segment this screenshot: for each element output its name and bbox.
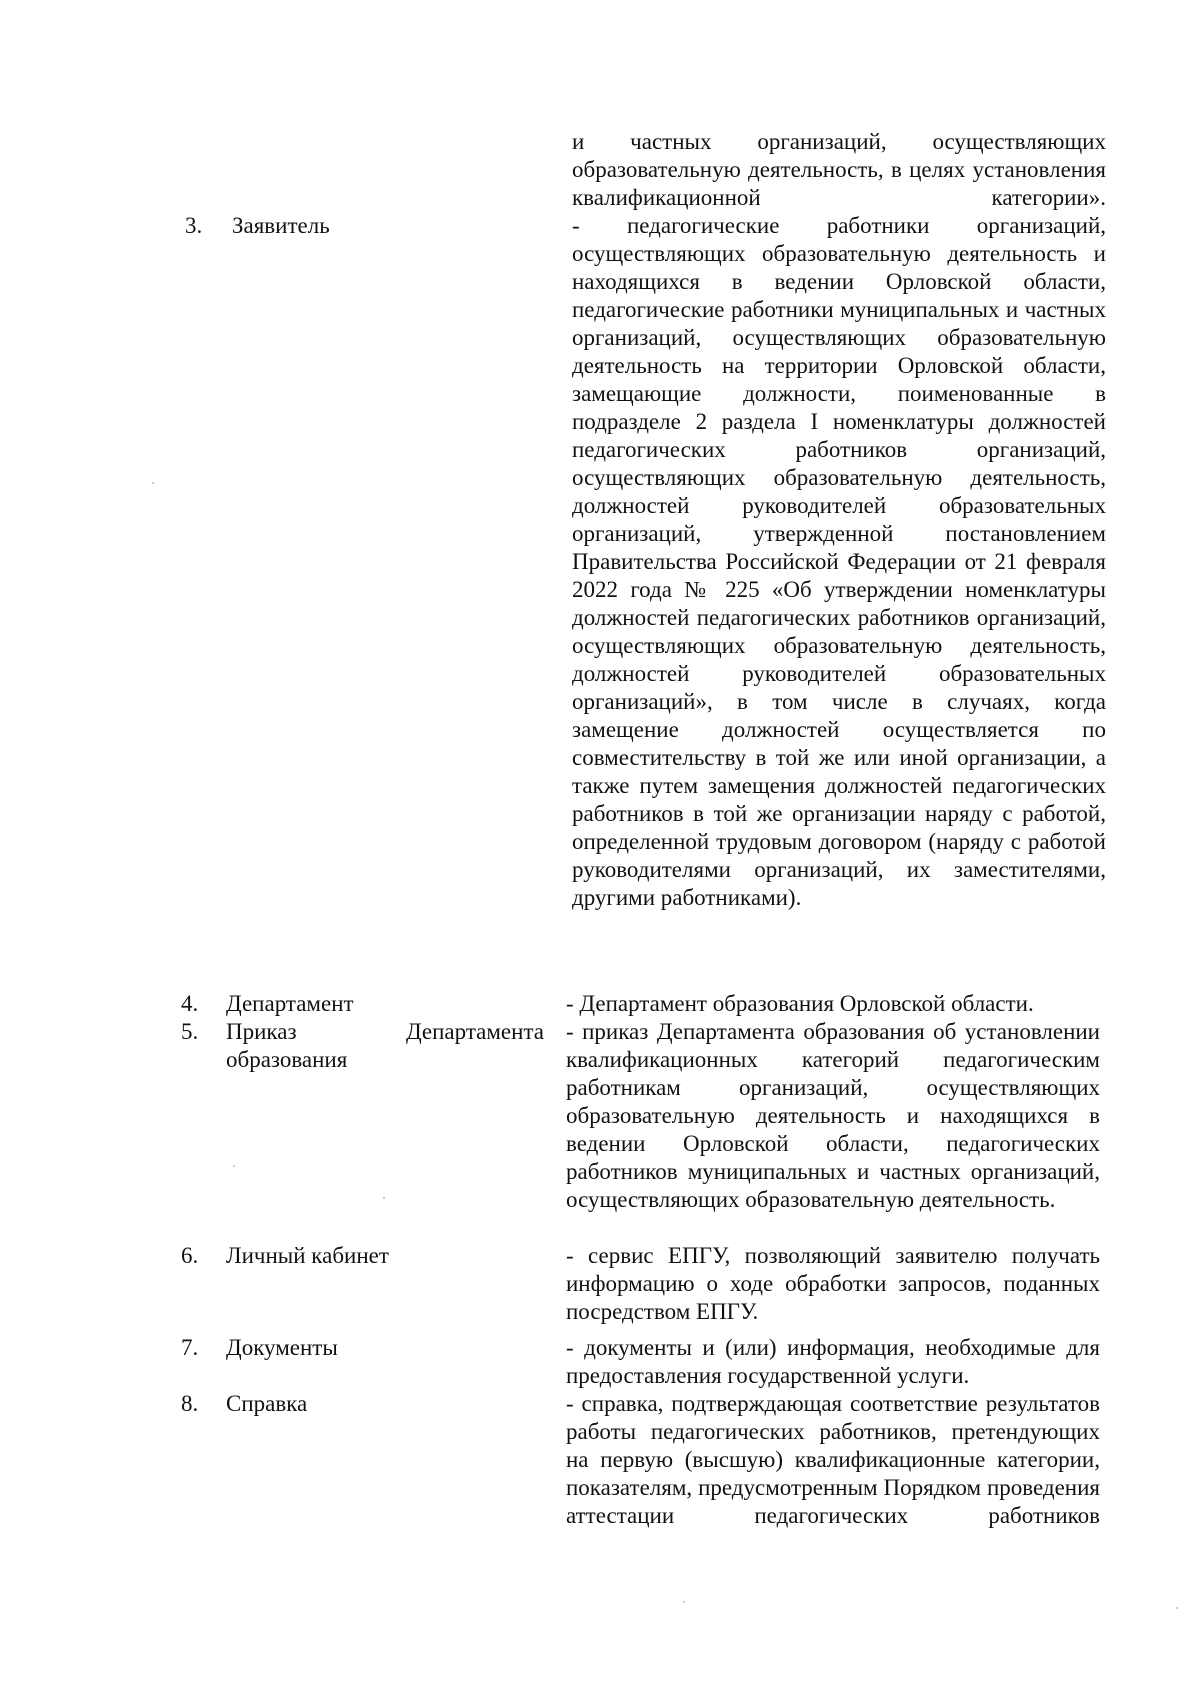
entry-term: Заявитель <box>232 213 330 238</box>
entry-definition: - педагогические работники организаций, осуществляющих образовательную деятельность и находящихся в ведении Орловской области, педагогические работники муниципальных и частных организаций, осуществляющих образовательную деятельность на территории Орловской области, замещающие должности, поименованные в подразделе 2 раздела I номенклатуры должностей педагогических работников организаций, осуществляющих образовательную деятельность, должностей руководителей образовательных организаций, утвержденной постановлением Правительства Российской Федерации от 21 февраля 2022 года № 225 «Об утверждении номенклатуры должностей педагогических работников организаций, осуществляющих образовательную деятельность, должностей руководителей образовательных организаций», в том числе в случаях, когда замещение должностей осуществляется по совместительству в той же или иной организации, а также путем замещения должностей педагогических работников в той же организации наряду с работой, определенной трудовым договором (наряду с работой руководителями организаций, их заместителями, другими работниками). <box>572 213 1106 910</box>
scan-speck <box>383 1197 385 1199</box>
entry-number: 7. <box>181 1335 199 1360</box>
entry-term: Приказ Департамента образования <box>226 1019 544 1072</box>
continuation-text: и частных организаций, осуществляющих образовательную деятельность, в целях установления квалификационной категории». <box>572 129 1106 210</box>
entry-definition: - приказ Департамента образования об установлении квалификационных категорий педагогическим работникам организаций, осуществляющих образовательную деятельность и находящихся в ведении Орловской области, педагогических работников муниципальных и частных организаций, осуществляющих образовательную деятельность. <box>566 1019 1100 1212</box>
entry-term: Личный кабинет <box>226 1243 389 1268</box>
scan-speck <box>233 1165 235 1167</box>
entry-number: 4. <box>181 991 199 1016</box>
entry-number: 3. <box>185 213 203 238</box>
entry-number: 6. <box>181 1243 199 1268</box>
entry-number: 8. <box>181 1391 199 1416</box>
entry-definition: - сервис ЕПГУ, позволяющий заявителю получать информацию о ходе обработки запросов, поданных посредством ЕПГУ. <box>566 1243 1100 1324</box>
scan-speck <box>152 482 154 484</box>
entry-definition: - документы и (или) информация, необходимые для предоставления государственной услуги. <box>566 1335 1100 1388</box>
entry-definition: - справка, подтверждающая соответствие результатов работы педагогических работников, претендующих на первую (высшую) квалификационные категории, показателям, предусмотренным Порядком проведения аттестации педагогических работников <box>566 1391 1100 1528</box>
entry-term: Справка <box>226 1391 308 1416</box>
scan-speck <box>683 1601 685 1603</box>
scan-speck <box>1176 1607 1178 1609</box>
entry-term: Департамент <box>226 991 354 1016</box>
entry-definition: - Департамент образования Орловской области. <box>566 991 1034 1016</box>
entry-term: Документы <box>226 1335 338 1360</box>
entry-number: 5. <box>181 1019 199 1044</box>
